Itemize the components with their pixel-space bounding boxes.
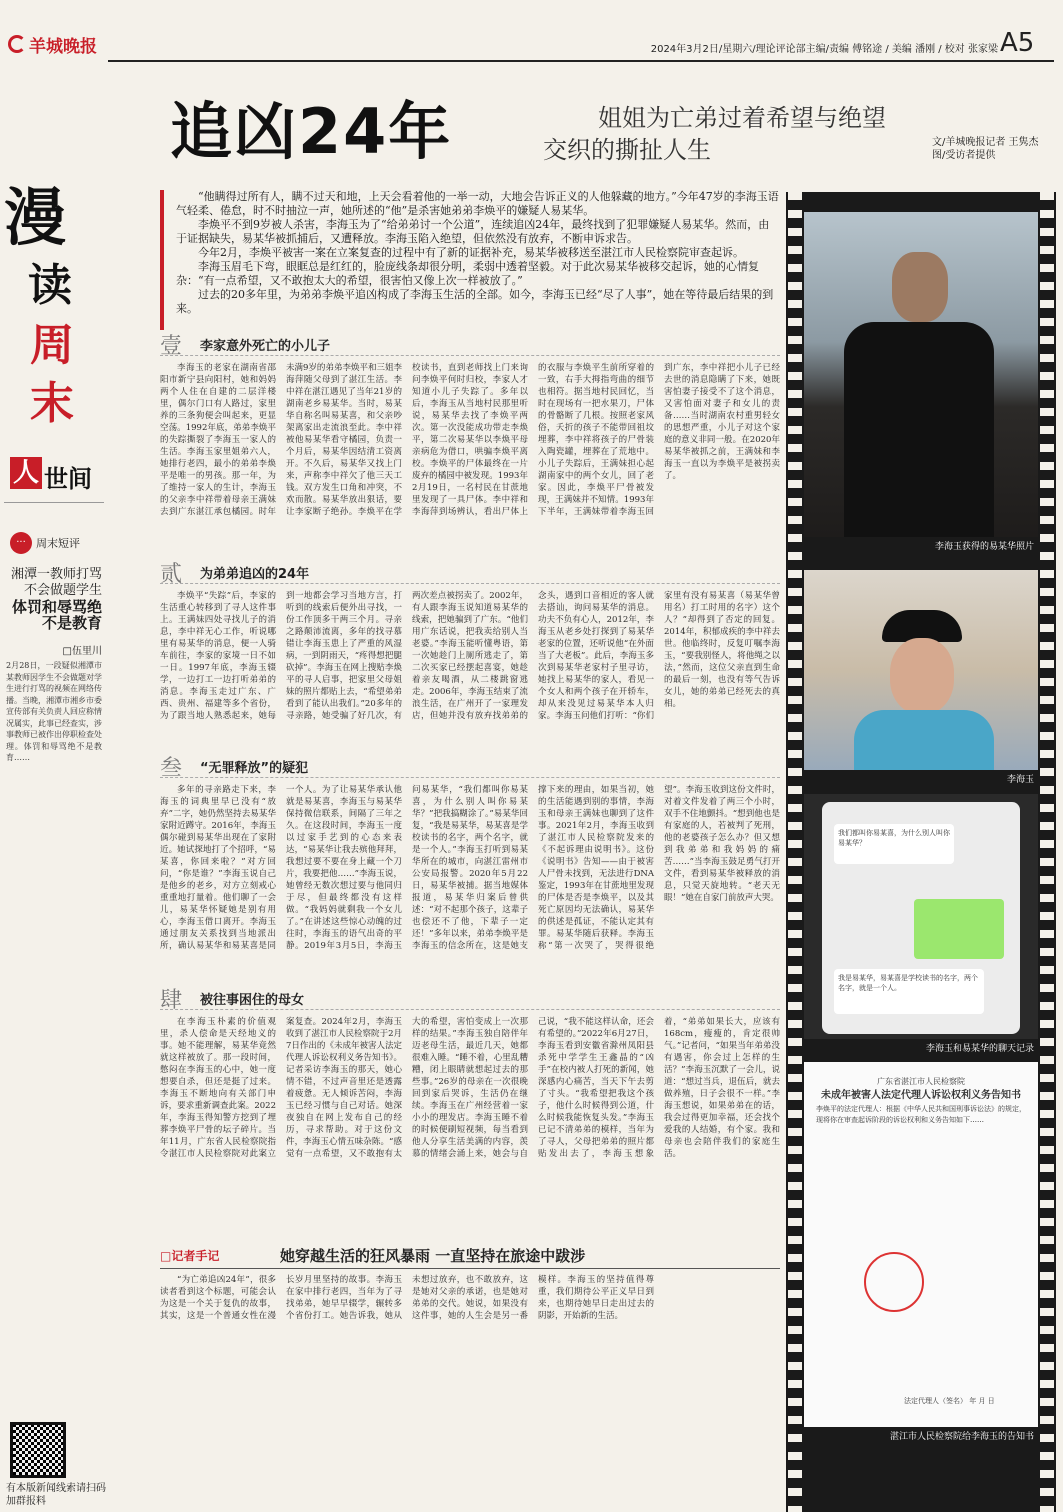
notice-document-image bbox=[804, 1062, 1038, 1427]
notice-title: 未成年被害人法定代理人诉讼权利义务告知书 bbox=[821, 1090, 1021, 1101]
qr-code[interactable] bbox=[10, 1422, 66, 1478]
section-body-1 bbox=[160, 362, 780, 558]
section-text: 多年的寻亲路走下来，李海玉的词典里早已没有“放弃”二字，她仍然坚持去易某华家附近蹲守。2016年，李海玉偶尔碰到易某华出现在了家附近。她试探地打了个招呼，“易某喜，你回来啦？”对方回问，“你是谁？”李海玉说自己是他乡的老乡，对方立刻戒心重重地打量着。他们聊了一会儿，易某华怀疑她是别有用心，李海玉借口离开。李海玉通过朋友关系找到当地派出所，确认易某华和易某喜是同一个人。为了让易某华承认他就是易某喜，李海玉与易某华保持微信联系，间隔了三年之久。在这段时间，李海玉一度以过家手艺到的心态来表达，“易某华让我去殡他拜拜，我想过要不要在身上藏一个刀片，我要把他……”李海玉说，她曾经无数次想过要与他同归于尽，但最终都没有这样做。“我妈妈就剩我一个女儿了。”在讲述这些惊心动魄的过往时，李海玉的语气出奇的平静。2019年3月5日，李海玉问易某华，“我们都叫你易某喜，为什么别人叫你易某华？”把我搞糊涂了。”易某华回复，“我是易某华，易某喜是学校读书的名字，两个名字，就是一个人。”李海玉打听到易某华所在的城市，向湛江雷州市公安局报警。2020年5月22日，易某华被捕。据当地媒体报道，易某华归案后曾供述：“对不起那个孩子，这辈子也偿还不了他，下辈子一定还！”多年以来，弟弟李焕平是李海玉的信念所在，这是她支撑下来的理由，如果当初，她的生活能遇到别的事情，李海玉和母亲王满妹也聊到了这件事。2021年2月，李海玉收到了湛江市人民检察院发来的《不起诉理由说明书》。这份《说明书》告知——由于被害人尸骨未找到，无法进行DNA鉴定，1993年在甘蔗地里发现的尸体是否是李焕平，以及其死亡原因均无法确认，易某华的供述是孤证，不能认定其有罪。易某华随后获释。李海玉称“第一次哭了，哭得很绝望”。李海玉收到这份文件时，对着文件发着了两三个小时，双手不住地颤抖。“想到他也是有家庭的人，若被判了死刑，他的老婆孩子怎么办？但又想到我弟弟和我妈妈的痛苦……”当李海玉鼓足勇气打开文件，看到易某华被释放的消息，只觉天旋地转。“老天无眼！”她在自家门前放声大哭。 bbox=[160, 785, 780, 951]
section-number: 肆 bbox=[160, 988, 183, 1013]
comment-headline-kicker: 湘潭一教师打骂不会做题学生 bbox=[10, 567, 102, 598]
suspect-photo-image bbox=[804, 212, 1038, 537]
notice-body: 李焕平的法定代理人：根据《中华人民共和国刑事诉讼法》的规定，现将你在审查起诉阶段的诉讼权利和义务告知如下…… bbox=[816, 1105, 1026, 1124]
paper-name: 羊城晚报 bbox=[29, 36, 97, 57]
column-title-mo: 末 bbox=[30, 378, 74, 429]
section-body-2 bbox=[160, 590, 780, 752]
edition-info: 2024年3月2日/星期六/理论评论部主编/责编 傅铭途 / 美编 潘刚 / 校对 张家梁 bbox=[650, 44, 998, 55]
column-title-shijian: 世间 bbox=[44, 465, 92, 493]
paper-masthead bbox=[8, 30, 118, 58]
section-number: 壹 bbox=[160, 334, 183, 359]
lead-paragraph: 过去的20多年里，为弟弟李焕平追凶构成了李海玉生活的全部。如今，李海玉已经“尽了人事”，她在等待最后结果的到来。 bbox=[176, 288, 774, 315]
reporter-note-header bbox=[160, 1243, 780, 1269]
reporter-note-text: “为亡弟追凶24年”，很多读者看到这个标题，可能会认为这是一个关于复仇的故事，其实，这是一个普通女性在漫长岁月里坚持的故事。李海玉在家中排行老四，当年为了寻找弟弟，她早早辍学，辗转多个省份打工。她告诉我，她从未想过放弃，也不敢放弃，这是她对父亲的承诺，也是她对弟弟的交代。她说，如果没有这件事，她的人生会是另一番模样。李海玉的坚持值得尊重，我们期待公平正义早日到来，也期待她早日走出过去的阴影，开始新的生活。 bbox=[160, 1275, 654, 1321]
section-title: 为弟弟追凶的24年 bbox=[200, 567, 310, 582]
photo-caption: 李海玉获得的易某华照片 bbox=[934, 542, 1034, 552]
header-divider bbox=[108, 60, 1054, 62]
chat-bubble-received: 我们都叫你易某喜，为什么别人叫你易某华？ bbox=[834, 824, 954, 864]
photo-caption: 李海玉 bbox=[1006, 775, 1034, 785]
section-text: 在李海玉朴素的价值观里，杀人偿命是天经地义的事。她不能理解，易某华竟然就这样被放了。那一段时间，憋闷在李海玉的心中，她一度想要自杀，但还是挺了过来。李海玉不断地向有关部门申诉，要求重新调查此案。2022年，李海玉得知警方挖到了埋葬李焕平尸骨的坛子碎片。当年11月，广东省人民检察院指令湛江市人民检察院对此案立案复查。2024年2月，李海玉收到了湛江市人民检察院于2月7日作出的《未成年被害人法定代理人诉讼权利义务告知书》。记者采访李海玉的那天，她心情不错，不过声音里还是透露着疲惫。无人倾诉苦闷，李海玉已经习惯与自己对话。她深夜独自在网上发布自己的经历，寻求帮助。对于这份文件，李海玉心情五味杂陈。“感觉有一点希望，又不敢抱有太大的希望，害怕变成上一次那样的结果。”李海玉独自陪伴年迈老母生活，最近几天，她都很难入睡。“睡不着，心里乱糟糟，闭上眼睛就想起过去的那些事。”26岁的母亲在一次很晚回到家后哭诉，生活仍在继续。李海玉在广州经营着一家小小的理发店。李海玉睡不着的时候便刷短视频，每当看到他人分享生活美满的内容，羡慕的情绪会涌上来，她会与自己说，“我不能这样认命，还会有希望的。”2022年6月27日，李海玉看到安徽省滁州凤阳县杀死中学学生王鑫晶的“凶手”在校内被人打死的新闻，她深感内心痛苦，当天下午去剪了寸头。“我希望把我这个孩子，他什么时候得到公道，什么时候我能恢复头发。”李海玉已记不清弟弟的模样，当年为了寻人，父母把弟弟的照片都贴发出去了，李海玉想象着，“弟弟如果长大，应该有168cm，瘦瘦的，肯定很帅气。”记者问，“如果当年弟弟没有遇害，你会过上怎样的生活？”李海玉沉默了一会儿，说道：“想过当兵，退伍后，就去做养殖，日子会很不一样。”李海玉想说，如果弟弟在的话，我会过得更加幸福，还会找个爱我的人结婚，有个家。我和母亲也会陪伴我们的家庭生活。 bbox=[160, 1017, 780, 1159]
section-number: 贰 bbox=[160, 562, 183, 587]
photo-film-strip bbox=[786, 192, 1056, 1512]
section-header-4 bbox=[160, 988, 780, 1013]
film-perforations-right bbox=[1040, 192, 1054, 1512]
section-title: 李家意外死亡的小儿子 bbox=[200, 339, 331, 354]
comment-headline bbox=[6, 567, 102, 631]
comment-label: 周末短评 bbox=[36, 537, 80, 550]
column-title-man: 漫 bbox=[4, 181, 67, 254]
section-header-1 bbox=[160, 334, 780, 359]
photo-chat-record[interactable] bbox=[804, 794, 1038, 1056]
film-perforations-left bbox=[788, 192, 802, 1512]
speech-bubble-icon: ··· bbox=[10, 532, 32, 554]
column-title-du: 读 bbox=[28, 260, 72, 311]
shirt-shape bbox=[854, 710, 994, 770]
comment-headline-main: 体罚和辱骂绝不是教育 bbox=[11, 598, 102, 632]
section-number: 叁 bbox=[160, 756, 183, 781]
section-text: 李焕平“失踪”后，李家的生活重心转移到了寻人这件事上。王满妹四处寻找儿子的消息，李中祥无心工作，听说哪里有易某华的消息，便一人骑车前往，李家的家境一日不如一日。1997年底，李海玉辍学，一边打工一边打听弟弟的消息。李海玉走过广东、广西、贵州、福建等多个省份，为了跟当地人熟悉起来，她每到一地都会学习当地方言，打听到的线索后便外出寻找，一份工作顶多干两三个月。寻亲之路颠沛流离，多年的找寻慕错让李海玉患上了严重的风湿病，一到阴雨天，“疼得想把腿砍掉”。李海玉在网上搜贴李焕平的寻人启事，把家里父母姐妹的照片都贴上去，“希望弟弟看到了能认出我们。”20多年的寻亲路，她受骗了好几次，有两次差点被拐卖了。2002年，有人跟李海玉说知道易某华的线索，把她骗到了广东。“他们用广东话说，把我卖给别人当老婆。”李海玉能听懂粤语，第一次她趁门上厕所逃走了，第二次买家已经摆起喜宴，她趁着亲友喝酒，从二楼跳窗逃走。2006年，李海玉结束了流浪生活，在广州开了一家理发店，但她并没有放弃找弟弟的念头，遇到口音相近的客人就去搭讪，询问易某华的消息。功夫不负有心人，2012年，李海玉从老乡处打探到了易某华老家的位置，还听说他“在外面当了大老板”。此后，李海玉多次到易某华老家村子里寻访，她找上易某华的家人，看见一个女人和两个孩子在开轿车，却从来没见过易某华本人归家。李海玉问他们打听：“你们家里有没有易某喜（易某华曾用名）打工时用的名字）这个人？”却得到了否定的回复。2014年，积郁成疾的李中祥去世。他临终时，反复叮嘱李海玉，“要我别怪人，将他绳之以法，”然而，这位父亲直到生命的最后一刻，也没有等气告诉女儿，她的弟弟已经死去的真相。 bbox=[160, 591, 780, 721]
comment-body: 2月28日，一段疑似湘潭市某教师因学生不会做题对学生进行打骂的视频在网络传播。当晚，湘潭市湘乡市委宣传部有关负责人回应称情况属实，此事已经查实，涉事教师已被作出停职检查处理。体罚和辱骂绝不是教育…… bbox=[6, 661, 102, 762]
section-title: “无罪释放”的疑犯 bbox=[200, 761, 309, 776]
reporter-note-title: 她穿越生活的狂风暴雨 一直坚持在旅途中跋涉 bbox=[280, 1247, 586, 1265]
article-byline bbox=[932, 136, 1052, 162]
section-body-3 bbox=[160, 784, 780, 984]
section-body-4 bbox=[160, 1016, 780, 1238]
byline-writer: 文/羊城晚报记者 王隽杰 bbox=[932, 137, 1039, 148]
photo-li-haiyu[interactable] bbox=[804, 570, 1038, 787]
left-sidebar bbox=[0, 62, 106, 1507]
reporter-note-body bbox=[160, 1274, 780, 1494]
lead-paragraphs bbox=[160, 190, 780, 330]
notice-org: 广东省湛江市人民检察院 bbox=[877, 1077, 965, 1086]
section-header-3 bbox=[160, 756, 780, 781]
section-title: 被往事困住的母女 bbox=[200, 993, 305, 1008]
comment-badge bbox=[10, 532, 80, 554]
page-number: A5 bbox=[1000, 28, 1035, 58]
chat-screenshot-image bbox=[804, 794, 1038, 1039]
chat-bubble-received: 我是易某华，易某喜是学校读书的名字，两个名字，就是一个人。 bbox=[834, 969, 984, 1014]
section-text: 李海玉的老家在湖南省邵阳市新宁县向阳村，她和妈妈两个人住在自建的二层洋楼里，偶尔门口有人路过，家里养的三条狗便会叫起来，更显空荡。1992年底，弟弟李焕平的失踪撕裂了李海玉一家人的生活。李海玉家里姐弟六人，她排行老四，最小的弟弟李焕平是唯一的男孩。那一年，为了维持一家人的生计，李海玉的父亲李中祥带着母亲王满妹去到广东湛江承包橘园。时年未满9岁的弟弟李焕平和三姐李海萍随父母到了湛江生活。李中祥在湛江遇见了当年21岁的湖南老乡易某华。当时，易某华自称名叫易某喜，和父亲吵架离家出走流浪至此。李中祥被他易某华看守橘园，负责一个月后，易某华因结清工资离开。不久后，易某华又找上门来，声称李中祥欠了他三天工钱。双方发生口角和冲突，不欢而散。易某华放出狠话，要让李家断子绝孙。李焕平在学校读书，直到老师找上门来询问李焕平何时归校，李家人才知道小儿子失踪了。多年以后，李海玉从当地村民那里听说，易某华去找了李焕平两次。第一次没能成功带走李焕平，第二次易某华以李焕平母亲病危为借口，哄骗李焕平离校。李焕平的尸体最终在一片废弃的橘园中被发现。1993年2月19日，一名村民在甘蔗地里发现了一具尸体。李中祥和李海萍到场辨认，看出尸体上的衣服与李焕平生前所穿着的一致，右手大拇指弯曲的细节也相符。据当地村民回忆，当时在现场有一把水果刀，尸体的骨骼断了几根。按照老家风俗，夭折的孩子不能带回祖坟埋葬，李中祥将孩子的尸骨装入陶瓷罐，埋葬在了荒地中。小儿子失踪后，王满妹担心起湖南家中的两个女儿，回了老家。因此，李焕平尸骨被发现，王满妹并不知情。1993年下半年，王满妹带着李海玉回到广东，李中祥把小儿子已经去世的消息隐瞒了下来，她既害怕妻子接受不了这个消息，又害怕面对妻子和女儿的责备……当时湖南农村重男轻女的思想严重，小儿子对这个家庭的意义非同一般。在2020年易某华被抓之前，王满妹和李海玉一直以为李焕平是被拐卖了。 bbox=[160, 363, 780, 517]
reporter-note-tag: □记者手记 bbox=[160, 1249, 220, 1263]
photo-caption: 湛江市人民检察院给李海玉的告知书 bbox=[889, 1432, 1034, 1442]
li-haiyu-photo-image bbox=[804, 570, 1038, 770]
qr-caption: 有本版新闻线索请扫码加群报料 bbox=[6, 1483, 106, 1507]
chat-bubble-sent bbox=[914, 899, 1004, 959]
main-headline: 追凶24年 bbox=[170, 95, 453, 168]
sidebar-divider bbox=[4, 502, 104, 503]
column-title-ren: 人 bbox=[10, 457, 42, 489]
lead-paragraph: 李焕平不到9岁被人杀害，李海玉为了“给弟弟讨一个公道”，连续追凶24年，最终找到了犯罪嫌疑人易某华。然而，由于证据缺失，易某华被抓捕后，又遭释放。李海玉陷入绝望，但依然没有放弃，不断申诉求告。 bbox=[176, 218, 770, 245]
section-header-2 bbox=[160, 562, 780, 587]
photo-caption: 李海玉和易某华的聊天记录 bbox=[925, 1044, 1034, 1054]
comment-byline: □伍里川 bbox=[62, 646, 102, 657]
notice-footer: 法定代理人（签名） 年 月 日 bbox=[904, 1397, 995, 1405]
photo-notice-document[interactable] bbox=[804, 1062, 1038, 1444]
lead-paragraph: 李海玉眉毛下弯，眼眶总是红红的，脸庞线条却很分明，柔弱中透着坚毅。对于此次易某华被移交起诉，她的心情复杂：“有一点希望，又不敢抱太大的希望，很害怕又像上次一样被放了。” bbox=[176, 260, 759, 287]
lead-paragraph: “他瞒得过所有人，瞒不过天和地，上天会看着他的一举一动，大地会告诉正义的人他躲藏的地方。”今年47岁的李海玉语气轻柔、倦怠，时不时抽泣一声，她所述的“他”是杀害她弟弟李焕平的嫌疑人易某华。 bbox=[176, 190, 779, 217]
subheadline-line-1: 姐姐为亡弟过着希望与绝望 bbox=[598, 104, 886, 132]
person-body-shape bbox=[844, 322, 994, 537]
photo-suspect[interactable] bbox=[804, 212, 1038, 554]
byline-photo: 图/受访者提供 bbox=[932, 150, 996, 161]
person-head-shape bbox=[892, 252, 948, 322]
face-shape bbox=[890, 638, 954, 714]
subheadline-line-2: 交织的撕扯人生 bbox=[543, 136, 711, 164]
official-seal-icon bbox=[864, 1252, 924, 1312]
lead-paragraph: 今年2月，李焕平被害一案在立案复查的过程中有了新的证据补充，易某华被移送至湛江市人民检察院审查起诉。 bbox=[198, 246, 744, 259]
paper-logo-icon bbox=[8, 35, 26, 53]
column-title-zhou: 周 bbox=[30, 320, 74, 371]
